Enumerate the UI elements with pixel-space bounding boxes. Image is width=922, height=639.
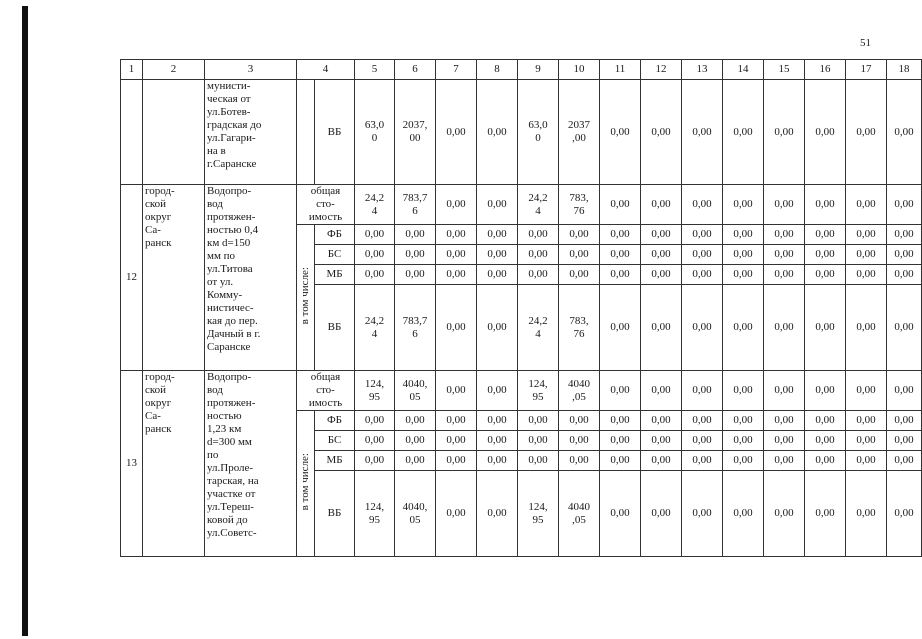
- funding-col14: 0,00: [723, 225, 764, 245]
- cont-district: [143, 80, 205, 185]
- header-row: [121, 60, 922, 80]
- header-col18: 18: [887, 60, 922, 80]
- header-col4: 4: [297, 60, 355, 80]
- funding-source: ВБ: [315, 471, 355, 557]
- total-col5: 24,2 4: [355, 185, 395, 225]
- scan-edge-bar: [22, 6, 28, 636]
- funding-col16: 0,00: [805, 225, 846, 245]
- funding-col13: 0,00: [682, 285, 723, 371]
- object-number: 12: [121, 185, 143, 371]
- funding-col9: 24,2 4: [518, 285, 559, 371]
- funding-col13: 0,00: [682, 411, 723, 431]
- header-col9: 9: [518, 60, 559, 80]
- cont-col18: 0,00: [887, 80, 922, 185]
- total-col8: 0,00: [477, 185, 518, 225]
- funding-col5: 24,2 4: [355, 285, 395, 371]
- in-that-number-text: в том числе:: [299, 452, 311, 511]
- funding-col8: 0,00: [477, 265, 518, 285]
- funding-col9: 0,00: [518, 225, 559, 245]
- total-col14: 0,00: [723, 371, 764, 411]
- funding-col15: 0,00: [764, 265, 805, 285]
- funding-col16: 0,00: [805, 451, 846, 471]
- header-col10: 10: [559, 60, 600, 80]
- funding-col7: 0,00: [436, 431, 477, 451]
- funding-col14: 0,00: [723, 431, 764, 451]
- funding-col16: 0,00: [805, 245, 846, 265]
- funding-source: МБ: [315, 265, 355, 285]
- funding-col6: 0,00: [395, 411, 436, 431]
- funding-col18: 0,00: [887, 245, 922, 265]
- cont-col8: 0,00: [477, 80, 518, 185]
- funding-col11: 0,00: [600, 245, 641, 265]
- funding-col6: 0,00: [395, 225, 436, 245]
- total-col17: 0,00: [846, 185, 887, 225]
- funding-col7: 0,00: [436, 225, 477, 245]
- funding-col7: 0,00: [436, 245, 477, 265]
- funding-col13: 0,00: [682, 245, 723, 265]
- cont-col13: 0,00: [682, 80, 723, 185]
- funding-col13: 0,00: [682, 431, 723, 451]
- header-col16: 16: [805, 60, 846, 80]
- funding-col18: 0,00: [887, 225, 922, 245]
- funding-col17: 0,00: [846, 471, 887, 557]
- funding-source: ВБ: [315, 285, 355, 371]
- total-col14: 0,00: [723, 185, 764, 225]
- cont-col12: 0,00: [641, 80, 682, 185]
- funding-col9: 0,00: [518, 265, 559, 285]
- cont-col17: 0,00: [846, 80, 887, 185]
- header-col13: 13: [682, 60, 723, 80]
- funding-source: ФБ: [315, 225, 355, 245]
- total-col7: 0,00: [436, 185, 477, 225]
- funding-col13: 0,00: [682, 451, 723, 471]
- funding-col14: 0,00: [723, 451, 764, 471]
- funding-col15: 0,00: [764, 225, 805, 245]
- cont-col14: 0,00: [723, 80, 764, 185]
- funding-col13: 0,00: [682, 265, 723, 285]
- funding-col16: 0,00: [805, 431, 846, 451]
- total-col18: 0,00: [887, 185, 922, 225]
- funding-col8: 0,00: [477, 245, 518, 265]
- funding-col16: 0,00: [805, 265, 846, 285]
- total-col5: 124, 95: [355, 371, 395, 411]
- funding-col10: 0,00: [559, 225, 600, 245]
- funding-col12: 0,00: [641, 471, 682, 557]
- header-col12: 12: [641, 60, 682, 80]
- funding-col5: 0,00: [355, 225, 395, 245]
- header-col1: 1: [121, 60, 143, 80]
- funding-col10: 0,00: [559, 451, 600, 471]
- funding-col9: 0,00: [518, 411, 559, 431]
- total-col9: 24,2 4: [518, 185, 559, 225]
- funding-col10: 0,00: [559, 245, 600, 265]
- header-col5: 5: [355, 60, 395, 80]
- total-col16: 0,00: [805, 371, 846, 411]
- header-col11: 11: [600, 60, 641, 80]
- funding-col10: 0,00: [559, 431, 600, 451]
- funding-col16: 0,00: [805, 411, 846, 431]
- cont-number: [121, 80, 143, 185]
- funding-col11: 0,00: [600, 225, 641, 245]
- cont-col9: 63,0 0: [518, 80, 559, 185]
- funding-col14: 0,00: [723, 265, 764, 285]
- funding-col7: 0,00: [436, 285, 477, 371]
- funding-col11: 0,00: [600, 265, 641, 285]
- total-cost-label: общая сто- имость: [297, 185, 355, 225]
- funding-col9: 0,00: [518, 245, 559, 265]
- funding-col17: 0,00: [846, 225, 887, 245]
- funding-col12: 0,00: [641, 245, 682, 265]
- total-col10: 4040 ,05: [559, 371, 600, 411]
- funding-source: БС: [315, 431, 355, 451]
- funding-col5: 0,00: [355, 245, 395, 265]
- funding-col11: 0,00: [600, 411, 641, 431]
- funding-col17: 0,00: [846, 451, 887, 471]
- funding-col12: 0,00: [641, 451, 682, 471]
- funding-col16: 0,00: [805, 285, 846, 371]
- total-col6: 783,7 6: [395, 185, 436, 225]
- funding-col15: 0,00: [764, 471, 805, 557]
- total-col7: 0,00: [436, 371, 477, 411]
- total-cost-label: общая сто- имость: [297, 371, 355, 411]
- total-col11: 0,00: [600, 371, 641, 411]
- cont-col6: 2037, 00: [395, 80, 436, 185]
- in-that-number-label: [297, 225, 315, 371]
- funding-col8: 0,00: [477, 471, 518, 557]
- funding-col10: 0,00: [559, 411, 600, 431]
- funding-col9: 0,00: [518, 451, 559, 471]
- funding-col16: 0,00: [805, 471, 846, 557]
- continuation-row: [121, 80, 922, 185]
- header-col7: 7: [436, 60, 477, 80]
- funding-col15: 0,00: [764, 245, 805, 265]
- cont-source: ВБ: [315, 80, 355, 185]
- total-col18: 0,00: [887, 371, 922, 411]
- total-col15: 0,00: [764, 185, 805, 225]
- funding-col9: 0,00: [518, 431, 559, 451]
- funding-col8: 0,00: [477, 225, 518, 245]
- funding-source: ФБ: [315, 411, 355, 431]
- cont-col5: 63,0 0: [355, 80, 395, 185]
- funding-col17: 0,00: [846, 411, 887, 431]
- funding-col6: 0,00: [395, 265, 436, 285]
- total-col12: 0,00: [641, 185, 682, 225]
- funding-col17: 0,00: [846, 265, 887, 285]
- funding-col7: 0,00: [436, 451, 477, 471]
- object-district: город- ской округ Са- ранск: [143, 185, 205, 371]
- funding-col8: 0,00: [477, 451, 518, 471]
- funding-col11: 0,00: [600, 451, 641, 471]
- funding-col5: 0,00: [355, 265, 395, 285]
- funding-col14: 0,00: [723, 245, 764, 265]
- total-col10: 783, 76: [559, 185, 600, 225]
- funding-col8: 0,00: [477, 411, 518, 431]
- funding-col6: 783,7 6: [395, 285, 436, 371]
- funding-col18: 0,00: [887, 285, 922, 371]
- header-col15: 15: [764, 60, 805, 80]
- funding-col18: 0,00: [887, 265, 922, 285]
- funding-col6: 4040, 05: [395, 471, 436, 557]
- header-col14: 14: [723, 60, 764, 80]
- total-col9: 124, 95: [518, 371, 559, 411]
- funding-col5: 0,00: [355, 431, 395, 451]
- budget-table: [120, 59, 922, 557]
- funding-col10: 4040 ,05: [559, 471, 600, 557]
- funding-col17: 0,00: [846, 285, 887, 371]
- funding-col17: 0,00: [846, 245, 887, 265]
- funding-col14: 0,00: [723, 411, 764, 431]
- funding-col14: 0,00: [723, 471, 764, 557]
- total-col15: 0,00: [764, 371, 805, 411]
- total-col6: 4040, 05: [395, 371, 436, 411]
- funding-col6: 0,00: [395, 245, 436, 265]
- funding-col11: 0,00: [600, 471, 641, 557]
- funding-col11: 0,00: [600, 285, 641, 371]
- cont-col15: 0,00: [764, 80, 805, 185]
- funding-col18: 0,00: [887, 411, 922, 431]
- in-that-number-text: в том числе:: [299, 266, 311, 325]
- header-col6: 6: [395, 60, 436, 80]
- object-name: Водопро- вод протяжен- ностью 1,23 км d=300 мм по ул.Проле- тарская, на участке от ул.Тереш- ковой до ул.Советс-: [205, 371, 297, 557]
- page-number: 51: [860, 37, 871, 49]
- header-col2: 2: [143, 60, 205, 80]
- funding-col7: 0,00: [436, 471, 477, 557]
- funding-col10: 783, 76: [559, 285, 600, 371]
- funding-col5: 0,00: [355, 411, 395, 431]
- object-number: 13: [121, 371, 143, 557]
- funding-col6: 0,00: [395, 431, 436, 451]
- cont-col10: 2037 ,00: [559, 80, 600, 185]
- funding-col14: 0,00: [723, 285, 764, 371]
- cont-col11: 0,00: [600, 80, 641, 185]
- object-row-total: [121, 371, 922, 411]
- funding-col18: 0,00: [887, 471, 922, 557]
- funding-col12: 0,00: [641, 265, 682, 285]
- funding-col18: 0,00: [887, 431, 922, 451]
- total-col11: 0,00: [600, 185, 641, 225]
- funding-source: БС: [315, 245, 355, 265]
- total-col13: 0,00: [682, 371, 723, 411]
- funding-col11: 0,00: [600, 431, 641, 451]
- total-col16: 0,00: [805, 185, 846, 225]
- cont-col7: 0,00: [436, 80, 477, 185]
- funding-col6: 0,00: [395, 451, 436, 471]
- funding-col12: 0,00: [641, 431, 682, 451]
- funding-col9: 124, 95: [518, 471, 559, 557]
- funding-col18: 0,00: [887, 451, 922, 471]
- funding-col5: 0,00: [355, 451, 395, 471]
- cont-col16: 0,00: [805, 80, 846, 185]
- funding-col5: 124, 95: [355, 471, 395, 557]
- funding-col15: 0,00: [764, 285, 805, 371]
- funding-col15: 0,00: [764, 411, 805, 431]
- object-district: город- ской округ Са- ранск: [143, 371, 205, 557]
- in-that-number-label: [297, 411, 315, 557]
- object-row-total: [121, 185, 922, 225]
- funding-col8: 0,00: [477, 431, 518, 451]
- funding-col10: 0,00: [559, 265, 600, 285]
- funding-col12: 0,00: [641, 225, 682, 245]
- funding-col7: 0,00: [436, 411, 477, 431]
- funding-col15: 0,00: [764, 451, 805, 471]
- funding-col7: 0,00: [436, 265, 477, 285]
- funding-col12: 0,00: [641, 285, 682, 371]
- cont-vtom-spacer: [297, 80, 315, 185]
- total-col17: 0,00: [846, 371, 887, 411]
- header-col8: 8: [477, 60, 518, 80]
- funding-col8: 0,00: [477, 285, 518, 371]
- total-col13: 0,00: [682, 185, 723, 225]
- funding-col17: 0,00: [846, 431, 887, 451]
- funding-source: МБ: [315, 451, 355, 471]
- cont-object-name: мунисти- ческая от ул.Ботев- градская до ул.Гагари- на в г.Саранске: [205, 80, 297, 185]
- object-name: Водопро- вод протяжен- ностью 0,4 км d=150 мм по ул.Титова от ул. Комму- нистичес- кая до пер. Дачный в г. Саранске: [205, 185, 297, 371]
- header-col3: 3: [205, 60, 297, 80]
- header-col17: 17: [846, 60, 887, 80]
- funding-col12: 0,00: [641, 411, 682, 431]
- total-col8: 0,00: [477, 371, 518, 411]
- funding-col15: 0,00: [764, 431, 805, 451]
- funding-col13: 0,00: [682, 225, 723, 245]
- total-col12: 0,00: [641, 371, 682, 411]
- funding-col13: 0,00: [682, 471, 723, 557]
